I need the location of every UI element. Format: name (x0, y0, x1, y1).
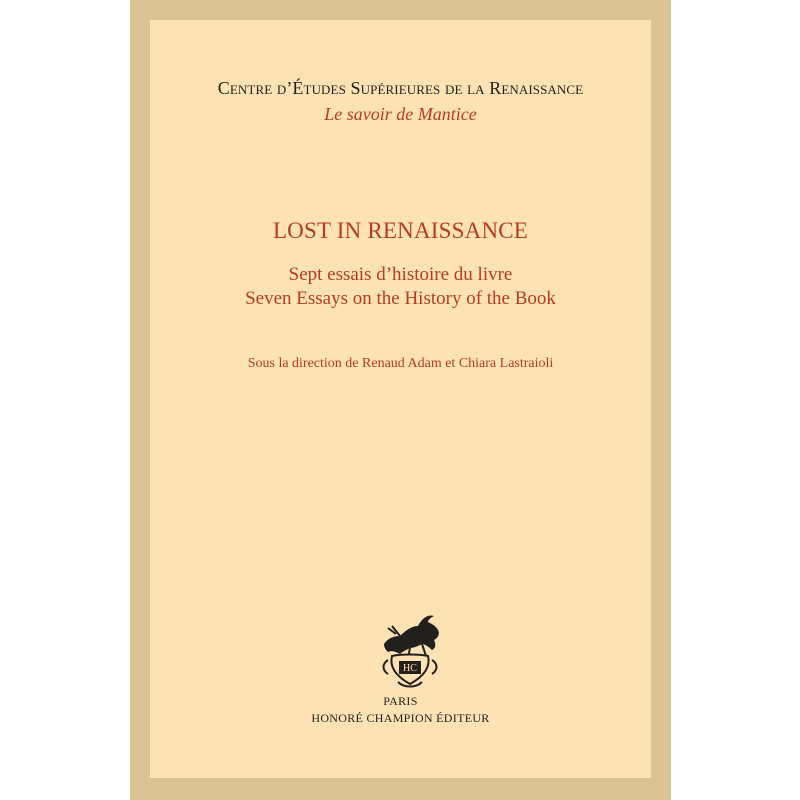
subtitle-english: Seven Essays on the History of the Book (245, 288, 556, 309)
editors-line: Sous la direction de Renaud Adam et Chiara Lastraioli (247, 356, 554, 371)
subseries-title: Le savoir de Mantice (324, 104, 477, 124)
svg-text:HC: HC (403, 663, 417, 674)
book-title: LOST IN RENAISSANCE (272, 218, 529, 243)
publisher-emblem-horse-icon (370, 608, 450, 690)
publisher-city: PARIS (383, 694, 418, 708)
book-cover (130, 0, 671, 800)
subtitle-french: Sept essais d’histoire du livre (288, 264, 513, 285)
publisher-name: HONORÉ CHAMPION ÉDITEUR (311, 711, 490, 725)
cover-panel (150, 20, 651, 778)
series-title: Centre d’Études Supérieures de la Renaissance (217, 78, 584, 98)
